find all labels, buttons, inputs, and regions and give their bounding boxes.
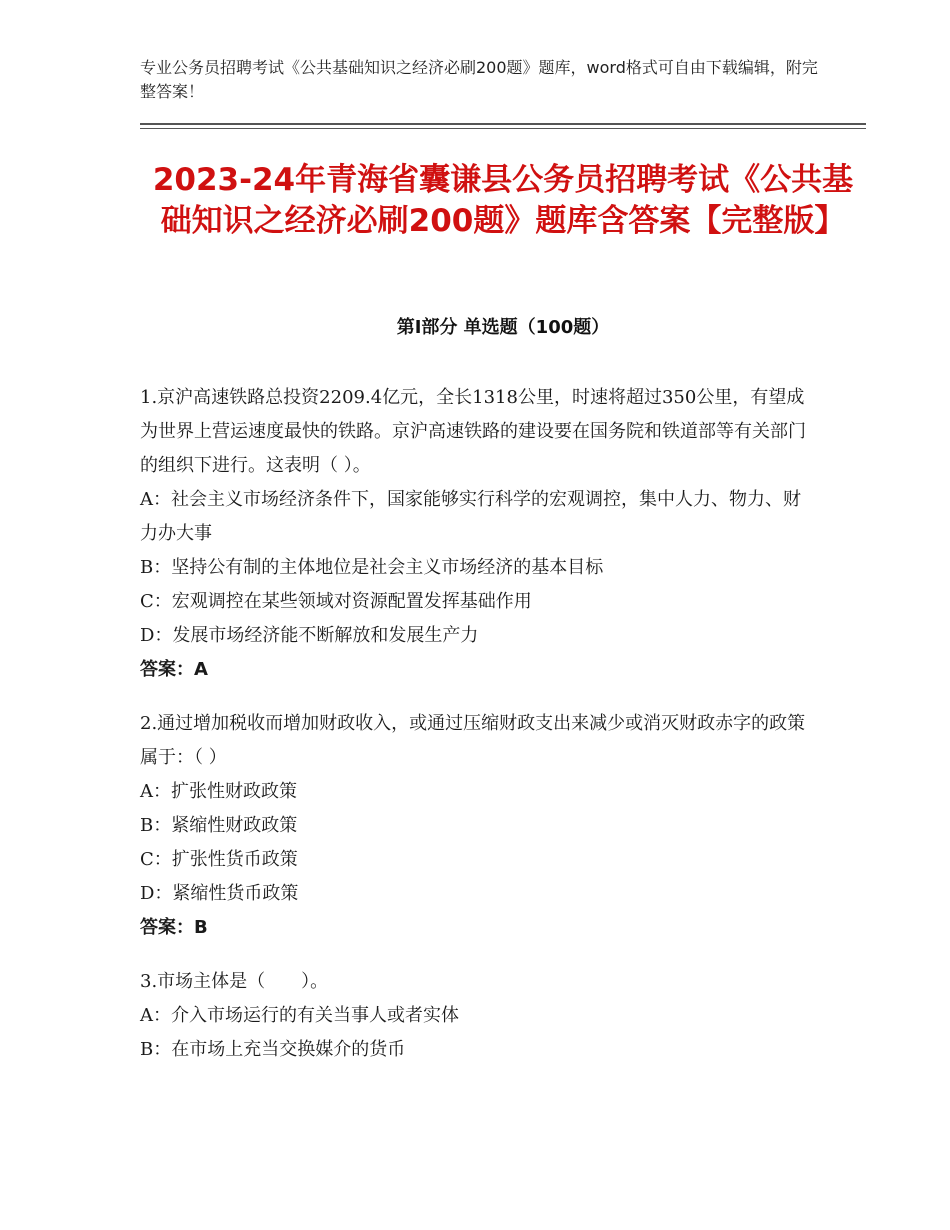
question-stem: 2.通过增加税收而增加财政收入，或通过压缩财政支出来减少或消灭财政赤字的政策属于：（ ） (140, 713, 806, 768)
question-2 (140, 707, 810, 945)
section-title: 第Ⅰ部分 单选题（100题） (396, 317, 610, 338)
option-c: C：宏观调控在某些领域对资源配置发挥基础作用 (140, 591, 532, 612)
header-rule-thick (140, 123, 866, 125)
question-1 (140, 381, 810, 687)
option-b: B：坚持公有制的主体地位是社会主义市场经济的基本目标 (140, 557, 604, 578)
option-a: A：社会主义市场经济条件下，国家能够实行科学的宏观调控，集中人力、物力、财力办大事 (140, 489, 801, 544)
option-a: A：介入市场运行的有关当事人或者实体 (140, 1005, 459, 1026)
option-b: B：紧缩性财政政策 (140, 815, 298, 836)
header-note: 专业公务员招聘考试《公共基础知识之经济必刷200题》题库，word格式可自由下载编辑，附完整答案！ (140, 58, 818, 101)
option-d: D：发展市场经济能不断解放和发展生产力 (140, 625, 479, 646)
option-a: A：扩张性财政政策 (140, 781, 297, 802)
question-stem: 3.市场主体是（ ）。 (140, 971, 329, 992)
question-list (140, 381, 810, 1087)
document-title: 2023-24年青海省囊谦县公务员招聘考试《公共基础知识之经济必刷200题》题库含答案【完整版】 (152, 162, 854, 239)
option-b: B：在市场上充当交换媒介的货币 (140, 1039, 406, 1060)
header-rule-thin (140, 128, 866, 129)
answer-label: 答案：B (140, 917, 208, 938)
question-stem: 1.京沪高速铁路总投资2209.4亿元，全长1318公里，时速将超过350公里，有望成为世界上营运速度最快的铁路。京沪高速铁路的建设要在国务院和铁道部等有关部门的组织下进行。这表明（ ）。 (140, 387, 806, 476)
question-3 (140, 965, 810, 1067)
option-c: C：扩张性货币政策 (140, 849, 298, 870)
answer-label: 答案：A (140, 659, 208, 680)
option-d: D：紧缩性货币政策 (140, 883, 299, 904)
